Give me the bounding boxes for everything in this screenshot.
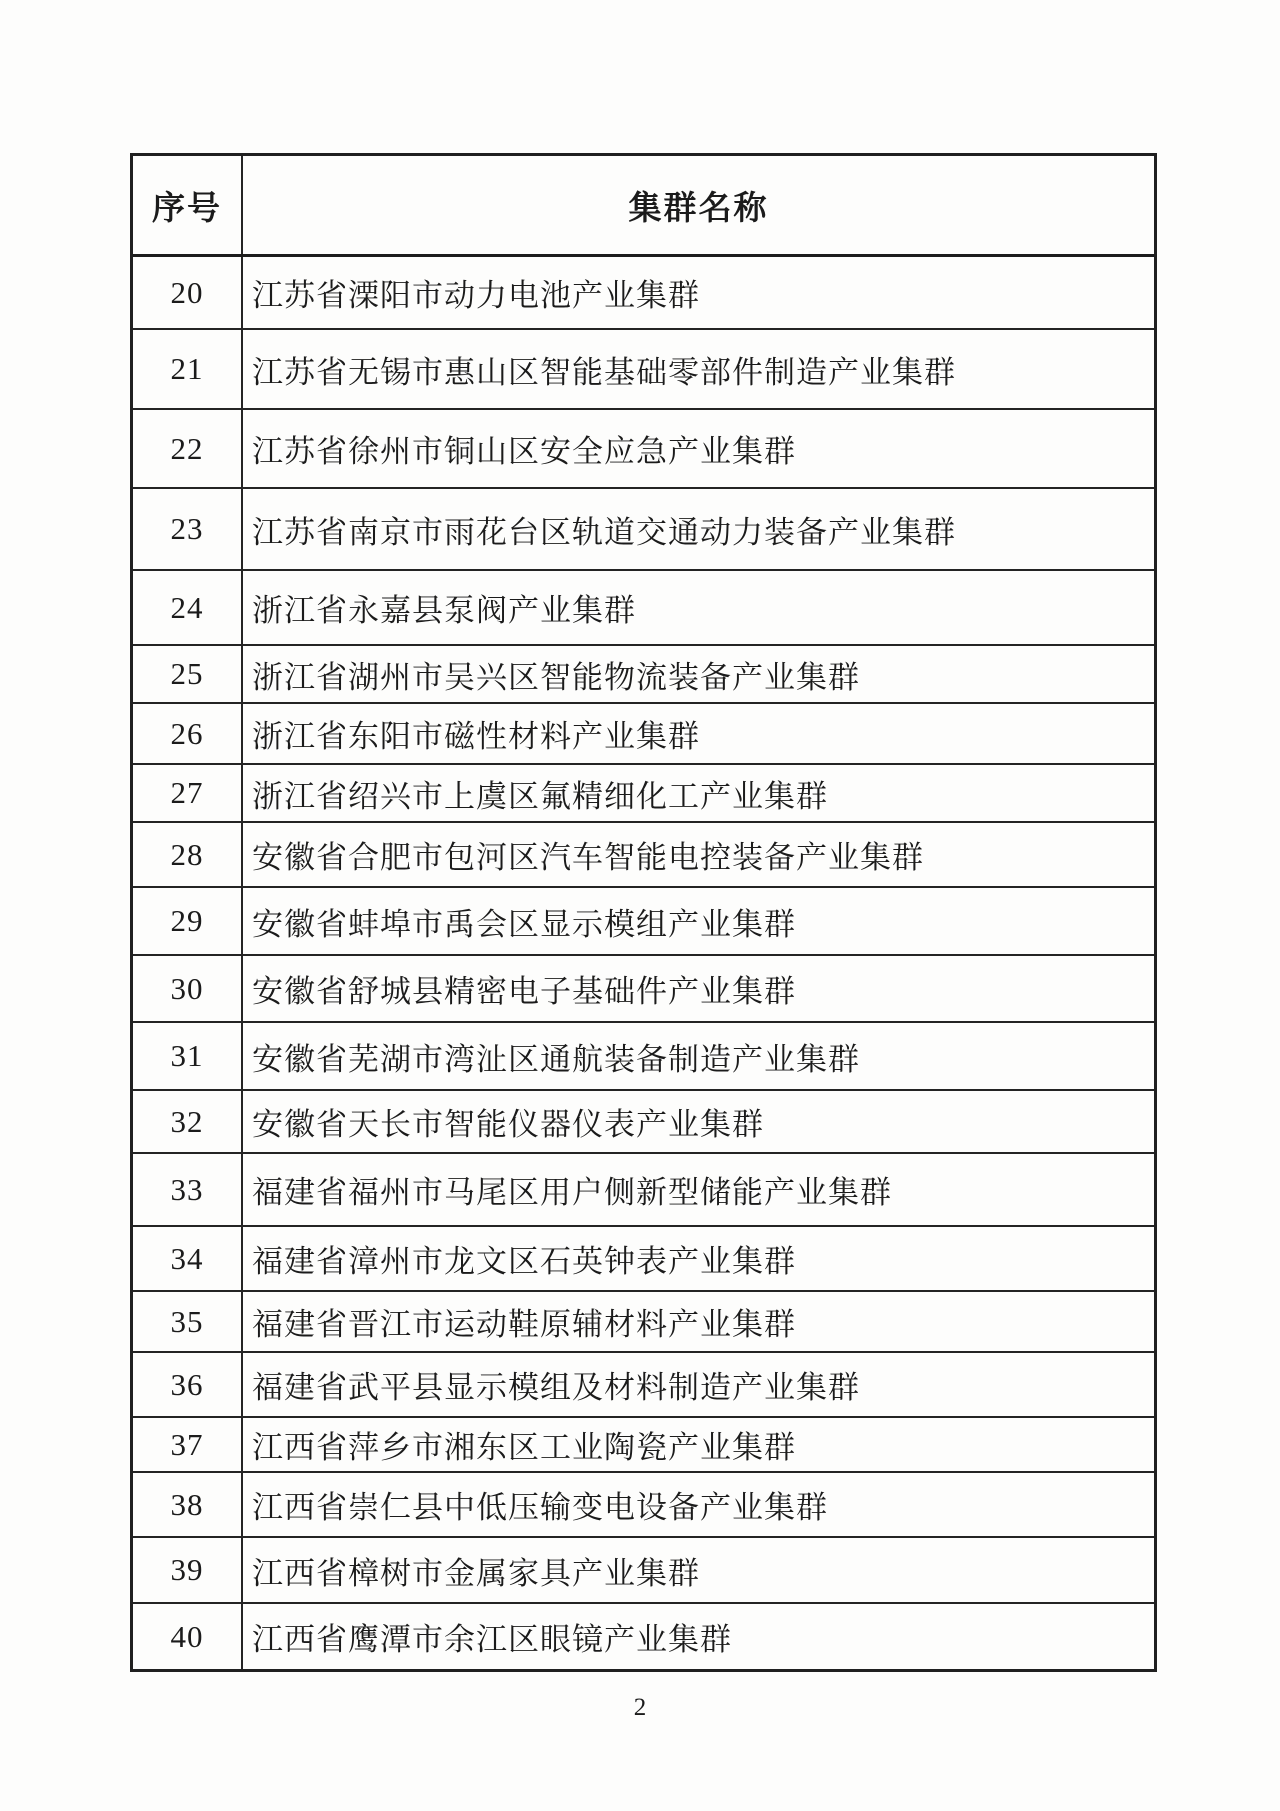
row-number-cell: 25 — [133, 646, 243, 702]
cluster-name-cell: 江苏省溧阳市动力电池产业集群 — [252, 278, 700, 313]
cluster-table — [130, 153, 1157, 1672]
row-number-cell: 23 — [133, 489, 243, 569]
table-row — [133, 1538, 1154, 1604]
table-row — [133, 330, 1154, 410]
table-row — [133, 704, 1154, 765]
cluster-name-cell: 浙江省湖州市吴兴区智能物流装备产业集群 — [252, 659, 860, 695]
cluster-name-cell: 安徽省合肥市包河区汽车智能电控装备产业集群 — [252, 840, 924, 875]
table-row — [133, 1227, 1154, 1292]
cluster-name-cell: 浙江省东阳市磁性材料产业集群 — [252, 719, 700, 754]
table-row — [133, 1353, 1154, 1418]
row-number-cell: 27 — [133, 765, 243, 821]
table-row — [133, 1023, 1154, 1091]
cluster-name-cell: 江苏省徐州市铜山区安全应急产业集群 — [252, 434, 796, 469]
table-row — [133, 765, 1154, 823]
table-row — [133, 646, 1154, 704]
row-number-cell: 24 — [133, 571, 243, 644]
row-number-cell: 34 — [133, 1227, 243, 1290]
table-header-row — [133, 156, 1154, 257]
cluster-name-cell: 安徽省天长市智能仪器仪表产业集群 — [252, 1107, 764, 1142]
cluster-name-cell: 福建省晋江市运动鞋原辅材料产业集群 — [252, 1307, 796, 1342]
row-number-cell: 29 — [133, 888, 243, 954]
row-number-cell: 35 — [133, 1292, 243, 1351]
cluster-name-cell: 江苏省无锡市惠山区智能基础零部件制造产业集群 — [252, 354, 956, 390]
table-row — [133, 571, 1154, 646]
table-row — [133, 257, 1154, 330]
cluster-name-cell: 江西省萍乡市湘东区工业陶瓷产业集群 — [252, 1430, 796, 1465]
cluster-name-cell: 江西省鹰潭市余江区眼镜产业集群 — [252, 1622, 732, 1657]
cluster-name-cell: 江西省樟树市金属家具产业集群 — [252, 1555, 700, 1591]
row-number-cell: 30 — [133, 956, 243, 1021]
row-number-cell: 36 — [133, 1353, 243, 1416]
cluster-name-cell: 浙江省永嘉县泵阀产业集群 — [252, 593, 636, 628]
row-number-cell: 28 — [133, 823, 243, 886]
row-number-cell: 40 — [133, 1604, 243, 1669]
table-row — [133, 888, 1154, 956]
cluster-name-cell: 福建省福州市马尾区用户侧新型储能产业集群 — [252, 1175, 892, 1210]
cluster-name-cell: 江苏省南京市雨花台区轨道交通动力装备产业集群 — [252, 514, 956, 550]
table-row — [133, 1604, 1154, 1669]
table-row — [133, 1292, 1154, 1353]
row-number-cell: 22 — [133, 410, 243, 487]
row-number-cell: 32 — [133, 1091, 243, 1152]
table-row — [133, 1473, 1154, 1538]
table-row — [133, 956, 1154, 1023]
header-serial-number: 序号 — [133, 156, 243, 254]
table-row — [133, 410, 1154, 489]
cluster-name-cell: 浙江省绍兴市上虞区氟精细化工产业集群 — [252, 778, 828, 814]
cluster-name-cell: 安徽省蚌埠市禹会区显示模组产业集群 — [252, 906, 796, 942]
cluster-name-cell: 安徽省芜湖市湾沚区通航装备制造产业集群 — [252, 1041, 860, 1077]
row-number-cell: 37 — [133, 1418, 243, 1471]
row-number-cell: 31 — [133, 1023, 243, 1089]
row-number-cell: 26 — [133, 704, 243, 763]
row-number-cell: 21 — [133, 330, 243, 408]
table-row — [133, 1091, 1154, 1154]
cluster-name-cell: 江西省崇仁县中低压输变电设备产业集群 — [252, 1490, 828, 1525]
row-number-cell: 20 — [133, 257, 243, 328]
table-row — [133, 823, 1154, 888]
row-number-cell: 39 — [133, 1538, 243, 1602]
table-row — [133, 1418, 1154, 1473]
cluster-name-cell: 安徽省舒城县精密电子基础件产业集群 — [252, 974, 796, 1009]
table-row — [133, 1154, 1154, 1227]
row-number-cell: 38 — [133, 1473, 243, 1536]
table-row — [133, 489, 1154, 571]
cluster-name-cell: 福建省武平县显示模组及材料制造产业集群 — [252, 1370, 860, 1405]
page-number: 2 — [633, 1694, 647, 1721]
header-cluster-name: 集群名称 — [628, 188, 769, 226]
cluster-name-cell: 福建省漳州市龙文区石英钟表产业集群 — [252, 1244, 796, 1279]
row-number-cell: 33 — [133, 1154, 243, 1225]
